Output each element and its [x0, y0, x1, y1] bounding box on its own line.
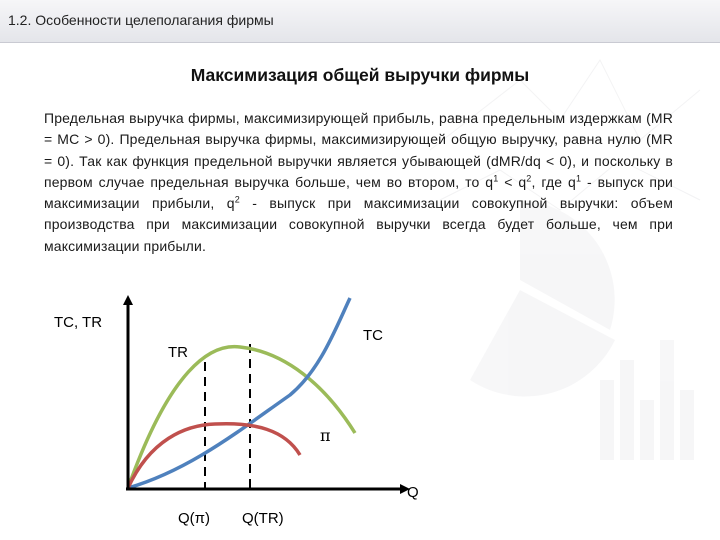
header-title: 1.2. Особенности целеполагания фирмы: [8, 12, 274, 28]
superscript-3: 1: [575, 173, 582, 184]
tc-label: TC: [363, 327, 383, 344]
tc-curve: [128, 298, 350, 488]
tr-label: TR: [168, 344, 188, 361]
superscript-1: 1: [493, 173, 499, 184]
superscript-4: 2: [234, 194, 240, 205]
paragraph-text-b: < q: [498, 173, 527, 190]
y-axis-label: TC, TR: [54, 314, 103, 331]
tr-curve: [128, 347, 355, 488]
paragraph-text-d: - выпуск при максимизации прибыли, q: [44, 173, 673, 212]
q-profit-label: Q(π): [178, 510, 211, 527]
x-axis-label: Q: [407, 484, 419, 501]
paragraph-text-c: , где q: [531, 173, 576, 190]
paragraph-text-e: - выпуск при максимизации совокупной выручки: объем производства при максимизации совокупной выручки всегда будет больше, чем при максимизации прибыли.: [44, 195, 673, 254]
q-tr-label: Q(TR): [242, 510, 284, 527]
paragraph-text-a: Предельная выручка фирмы, максимизирующей прибыль, равна предельным издержкам (MR = MC > 0). Предельная выручка фирмы, максимизирующей общую выручку, равна нулю (MR = 0). Так как функция предельной выручки является убывающей (dMR/dq < 0), и поскольку в первом случае предельная выручка больше, чем во втором, то q: [44, 110, 673, 190]
superscript-2: 2: [526, 173, 532, 184]
profit-label: π: [320, 426, 331, 445]
slide-title: Максимизация общей выручки фирмы: [190, 65, 530, 85]
